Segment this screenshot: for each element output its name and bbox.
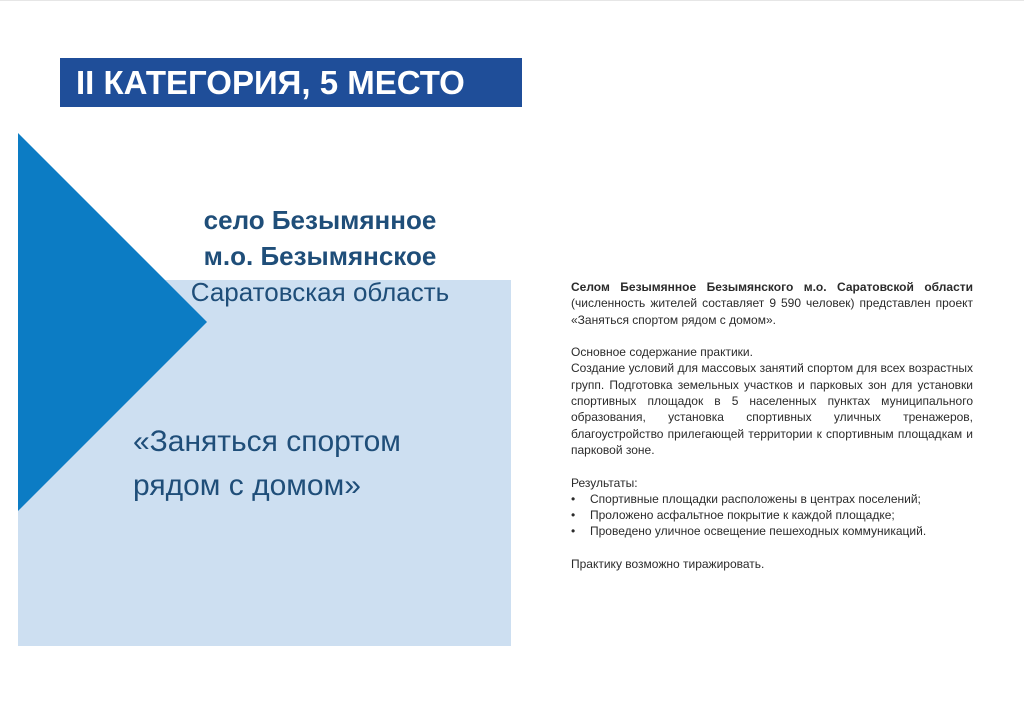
result-text: Спортивные площадки расположены в центрах поселений; — [590, 491, 921, 506]
bullet-icon: • — [571, 491, 576, 506]
lead-bold-text: Селом Безымянное Безымянского м.о. Саратовской области — [571, 280, 973, 294]
bullet-icon: • — [571, 508, 576, 523]
results-heading: Результаты: — [571, 475, 638, 490]
region-name: Саратовская область — [190, 277, 450, 307]
list-item — [571, 491, 973, 507]
description-block — [571, 279, 973, 572]
bullet-icon: • — [571, 524, 576, 539]
village-name: село Безымянное — [203, 205, 437, 235]
description-lead — [571, 279, 973, 328]
closing-text: Практику возможно тиражировать. — [571, 557, 765, 572]
place-block — [120, 202, 520, 310]
result-text: Проложено асфальтное покрытие к каждой площадке; — [590, 508, 895, 523]
list-item — [571, 523, 973, 539]
content-text: Создание условий для массовых занятий спортом для всех возрастных групп. Подготовка земельных участков и парковых зон для установки спортивных площадок в 5 населенных пунктах муниципального образования, установка спортивных уличных тренажеров, благоустройство прилегающей территории к спортивным площадкам и парковой зоне. — [571, 361, 973, 457]
content-heading: Основное содержание практики. — [571, 345, 753, 360]
project-title: «Заняться спортом рядом с домом» — [133, 425, 401, 502]
spacer — [571, 458, 973, 474]
list-item — [571, 507, 973, 523]
spacer — [571, 540, 973, 556]
top-divider — [0, 0, 1024, 1]
category-banner: II КАТЕГОРИЯ, 5 МЕСТО — [60, 58, 522, 107]
lead-rest-text: (численность жителей составляет 9 590 человек) представлен проект «Заняться спортом рядом с домом». — [571, 296, 973, 327]
municipality-name: м.о. Безымянское — [203, 241, 437, 271]
spacer — [571, 328, 973, 344]
result-text: Проведено уличное освещение пешеходных коммуникаций. — [590, 524, 927, 539]
results-list — [571, 491, 973, 540]
